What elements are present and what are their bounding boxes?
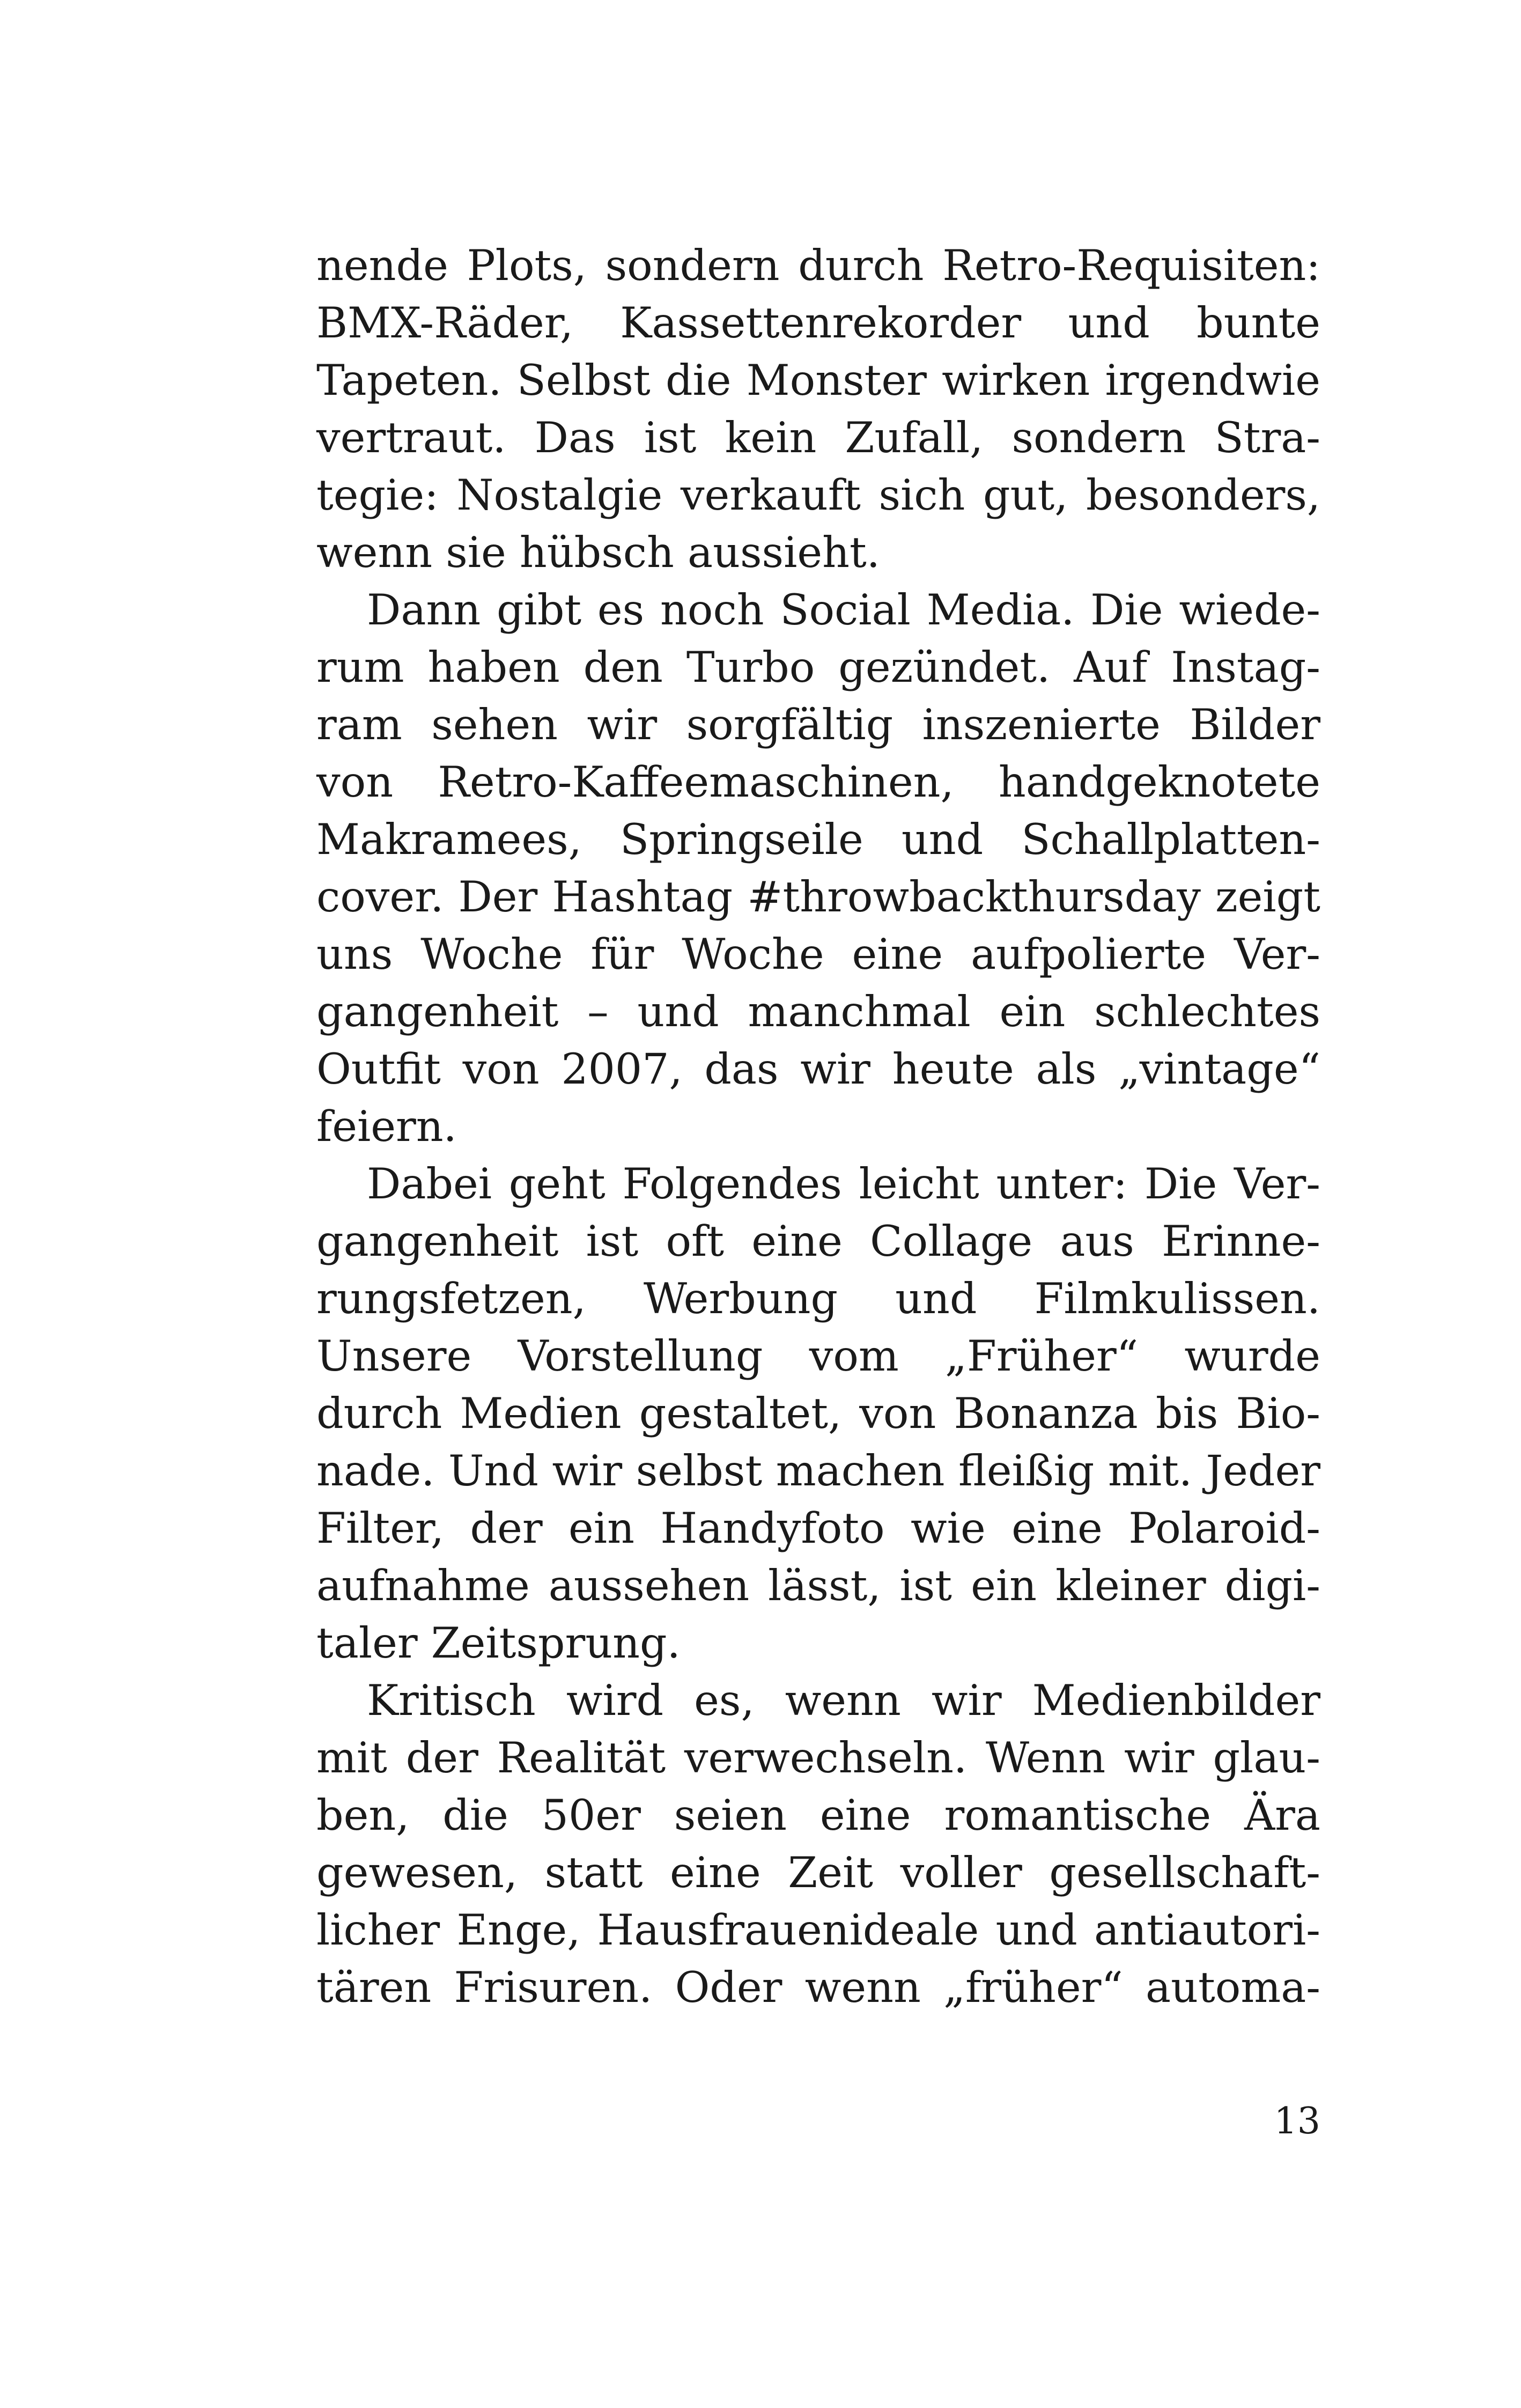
text-line: licher Enge, Hausfrauenideale und antiautori- bbox=[316, 1905, 1320, 1955]
text-line: wenn sie hübsch aussieht. bbox=[316, 528, 880, 577]
text-line: nade. Und wir selbst machen fleißig mit. Jeder bbox=[316, 1446, 1320, 1496]
text-line: Makramees, Springseile und Schallplatten- bbox=[316, 815, 1320, 864]
text-line: rungsfetzen, Werbung und Filmkulissen. bbox=[316, 1274, 1320, 1323]
text-line: feiern. bbox=[316, 1102, 457, 1151]
text-line: vertraut. Das ist kein Zufall, sondern Stra- bbox=[316, 413, 1320, 462]
text-line: ram sehen wir sorgfältig inszenierte Bilder bbox=[316, 700, 1320, 749]
text-line: tegie: Nostalgie verkauft sich gut, besonders, bbox=[316, 470, 1320, 520]
text-line: taler Zeitsprung. bbox=[316, 1618, 681, 1668]
text-line: durch Medien gestaltet, von Bonanza bis Bio- bbox=[316, 1389, 1320, 1438]
text-line: aufnahme aussehen lässt, ist ein kleiner digi- bbox=[316, 1561, 1320, 1610]
text-line: nende Plots, sondern durch Retro-Requisiten: bbox=[316, 241, 1320, 290]
text-line: tären Frisuren. Oder wenn „früher“ automa- bbox=[316, 1963, 1320, 2012]
text-line: uns Woche für Woche eine aufpolierte Ver- bbox=[316, 930, 1320, 979]
text-line: Filter, der ein Handyfoto wie eine Polaroid- bbox=[316, 1504, 1320, 1553]
text-line: gangenheit – und manchmal ein schlechtes bbox=[316, 987, 1320, 1036]
text-line: Unsere Vorstellung vom „Früher“ wurde bbox=[316, 1331, 1320, 1381]
text-line: gewesen, statt eine Zeit voller gesellschaft- bbox=[316, 1848, 1320, 1897]
text-line: Dann gibt es noch Social Media. Die wiede- bbox=[367, 585, 1320, 635]
text-line: BMX-Räder, Kassettenrekorder und bunte bbox=[316, 298, 1320, 348]
text-line: cover. Der Hashtag #throwbackthursday zeigt bbox=[316, 872, 1320, 922]
body-text bbox=[316, 237, 1320, 2016]
text-line: Dabei geht Folgendes leicht unter: Die Ver- bbox=[367, 1159, 1320, 1209]
text-line: von Retro-Kaffeemaschinen, handgeknotete bbox=[316, 757, 1320, 807]
text-line: gangenheit ist oft eine Collage aus Erinne- bbox=[316, 1217, 1320, 1266]
text-line: rum haben den Turbo gezündet. Auf Instag- bbox=[316, 643, 1320, 692]
text-line: Outfit von 2007, das wir heute als „vintage“ bbox=[316, 1044, 1320, 1094]
text-line: mit der Realität verwechseln. Wenn wir glau- bbox=[316, 1733, 1320, 1783]
text-line: Tapeten. Selbst die Monster wirken irgendwie bbox=[316, 356, 1320, 405]
text-line: ben, die 50er seien eine romantische Ära bbox=[316, 1791, 1320, 1840]
text-line: Kritisch wird es, wenn wir Medienbilder bbox=[367, 1676, 1320, 1725]
page-number: 13 bbox=[1274, 2100, 1320, 2142]
